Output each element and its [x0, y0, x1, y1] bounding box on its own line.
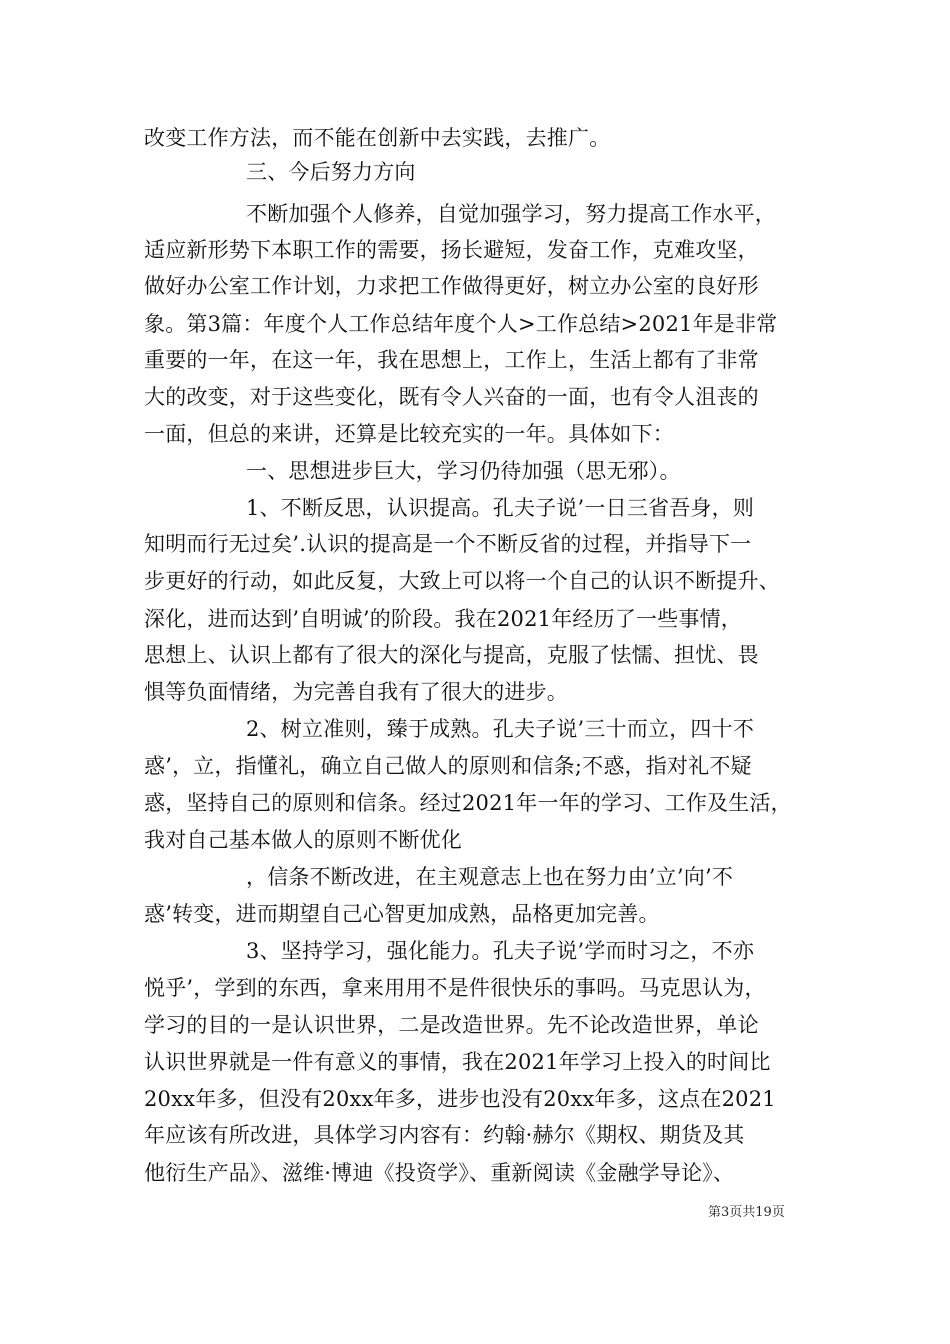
text-line: 1、不断反思，认识提高。孔夫子说’一日三省吾身，则	[246, 496, 755, 520]
text-line: 思想上、认识上都有了很大的深化与提高，克服了怯懦、担忧、畏	[144, 643, 759, 667]
text-line: 2、树立准则，臻于成熟。孔夫子说’三十而立，四十不	[246, 717, 755, 741]
text-line: 适应新形势下本职工作的需要，扬长避短，发奋工作，克难攻坚，	[144, 238, 759, 262]
text-line: 年应该有所改进，具体学习内容有：约翰·赫尔《期权、期货及其	[144, 1123, 745, 1147]
text-line: 重要的一年，在这一年，我在思想上，工作上，生活上都有了非常	[144, 348, 759, 372]
section-heading: 一、思想进步巨大，学习仍待加强（思无邪）。	[246, 459, 681, 483]
text-line: 20xx年多，但没有20xx年多，进步也没有20xx年多，这点在2021	[144, 1087, 776, 1111]
text-line: 象。第3篇：年度个人工作总结年度个人>工作总结>2021年是非常	[144, 312, 778, 336]
text-line: 做好办公室工作计划，力求把工作做得更好，树立办公室的良好形	[144, 274, 759, 298]
text-line: 他衍生产品》、滋维·博迪《投资学》、重新阅读《金融学导论》、	[144, 1161, 735, 1185]
text-line: 惑，坚持自己的原则和信条。经过2021年一年的学习、工作及生活，	[144, 791, 792, 815]
text-line: ，信条不断改进，在主观意志上也在努力由’立’向’不	[246, 865, 734, 889]
text-line: 惑’转变，进而期望自己心智更加成熟，品格更加完善。	[144, 902, 660, 926]
text-line: 深化，进而达到’自明诚’的阶段。我在2021年经历了一些事情，	[144, 607, 742, 631]
text-line: 惑’，立，指懂礼，确立自己做人的原则和信条;不惑，指对礼不疑	[144, 754, 752, 778]
text-line: 学习的目的一是认识世界，二是改造世界。先不论改造世界，单论	[144, 1013, 759, 1037]
text-line: 不断加强个人修养，自觉加强学习，努力提高工作水平，	[246, 202, 776, 226]
text-line: 一面，但总的来讲，还算是比较充实的一年。具体如下：	[144, 422, 674, 446]
page-number: 第3页共19页	[708, 1205, 785, 1220]
section-heading: 三、今后努力方向	[246, 160, 416, 184]
text-line: 悦乎’，学到的东西，拿来用用不是件很快乐的事吗。马克思认为，	[144, 976, 766, 1000]
text-line: 我对自己基本做人的原则不断优化	[144, 828, 462, 852]
text-line: 惧等负面情绪，为完善自我有了很大的进步。	[144, 680, 568, 704]
text-line: 改变工作方法，而不能在创新中去实践，去推广。	[144, 126, 611, 150]
text-line: 大的改变，对于这些变化，既有令人兴奋的一面，也有令人沮丧的	[144, 385, 759, 409]
text-line: 步更好的行动，如此反复，大致上可以将一个自己的认识不断提升、	[144, 569, 780, 593]
text-line: 3、坚持学习，强化能力。孔夫子说’学而时习之，不亦	[246, 939, 755, 963]
text-line: 认识世界就是一件有意义的事情，我在2021年学习上投入的时间比	[144, 1050, 771, 1074]
text-line: 知明而行无过矣’.认识的提高是一个不断反省的过程，并指导下一	[144, 532, 752, 556]
